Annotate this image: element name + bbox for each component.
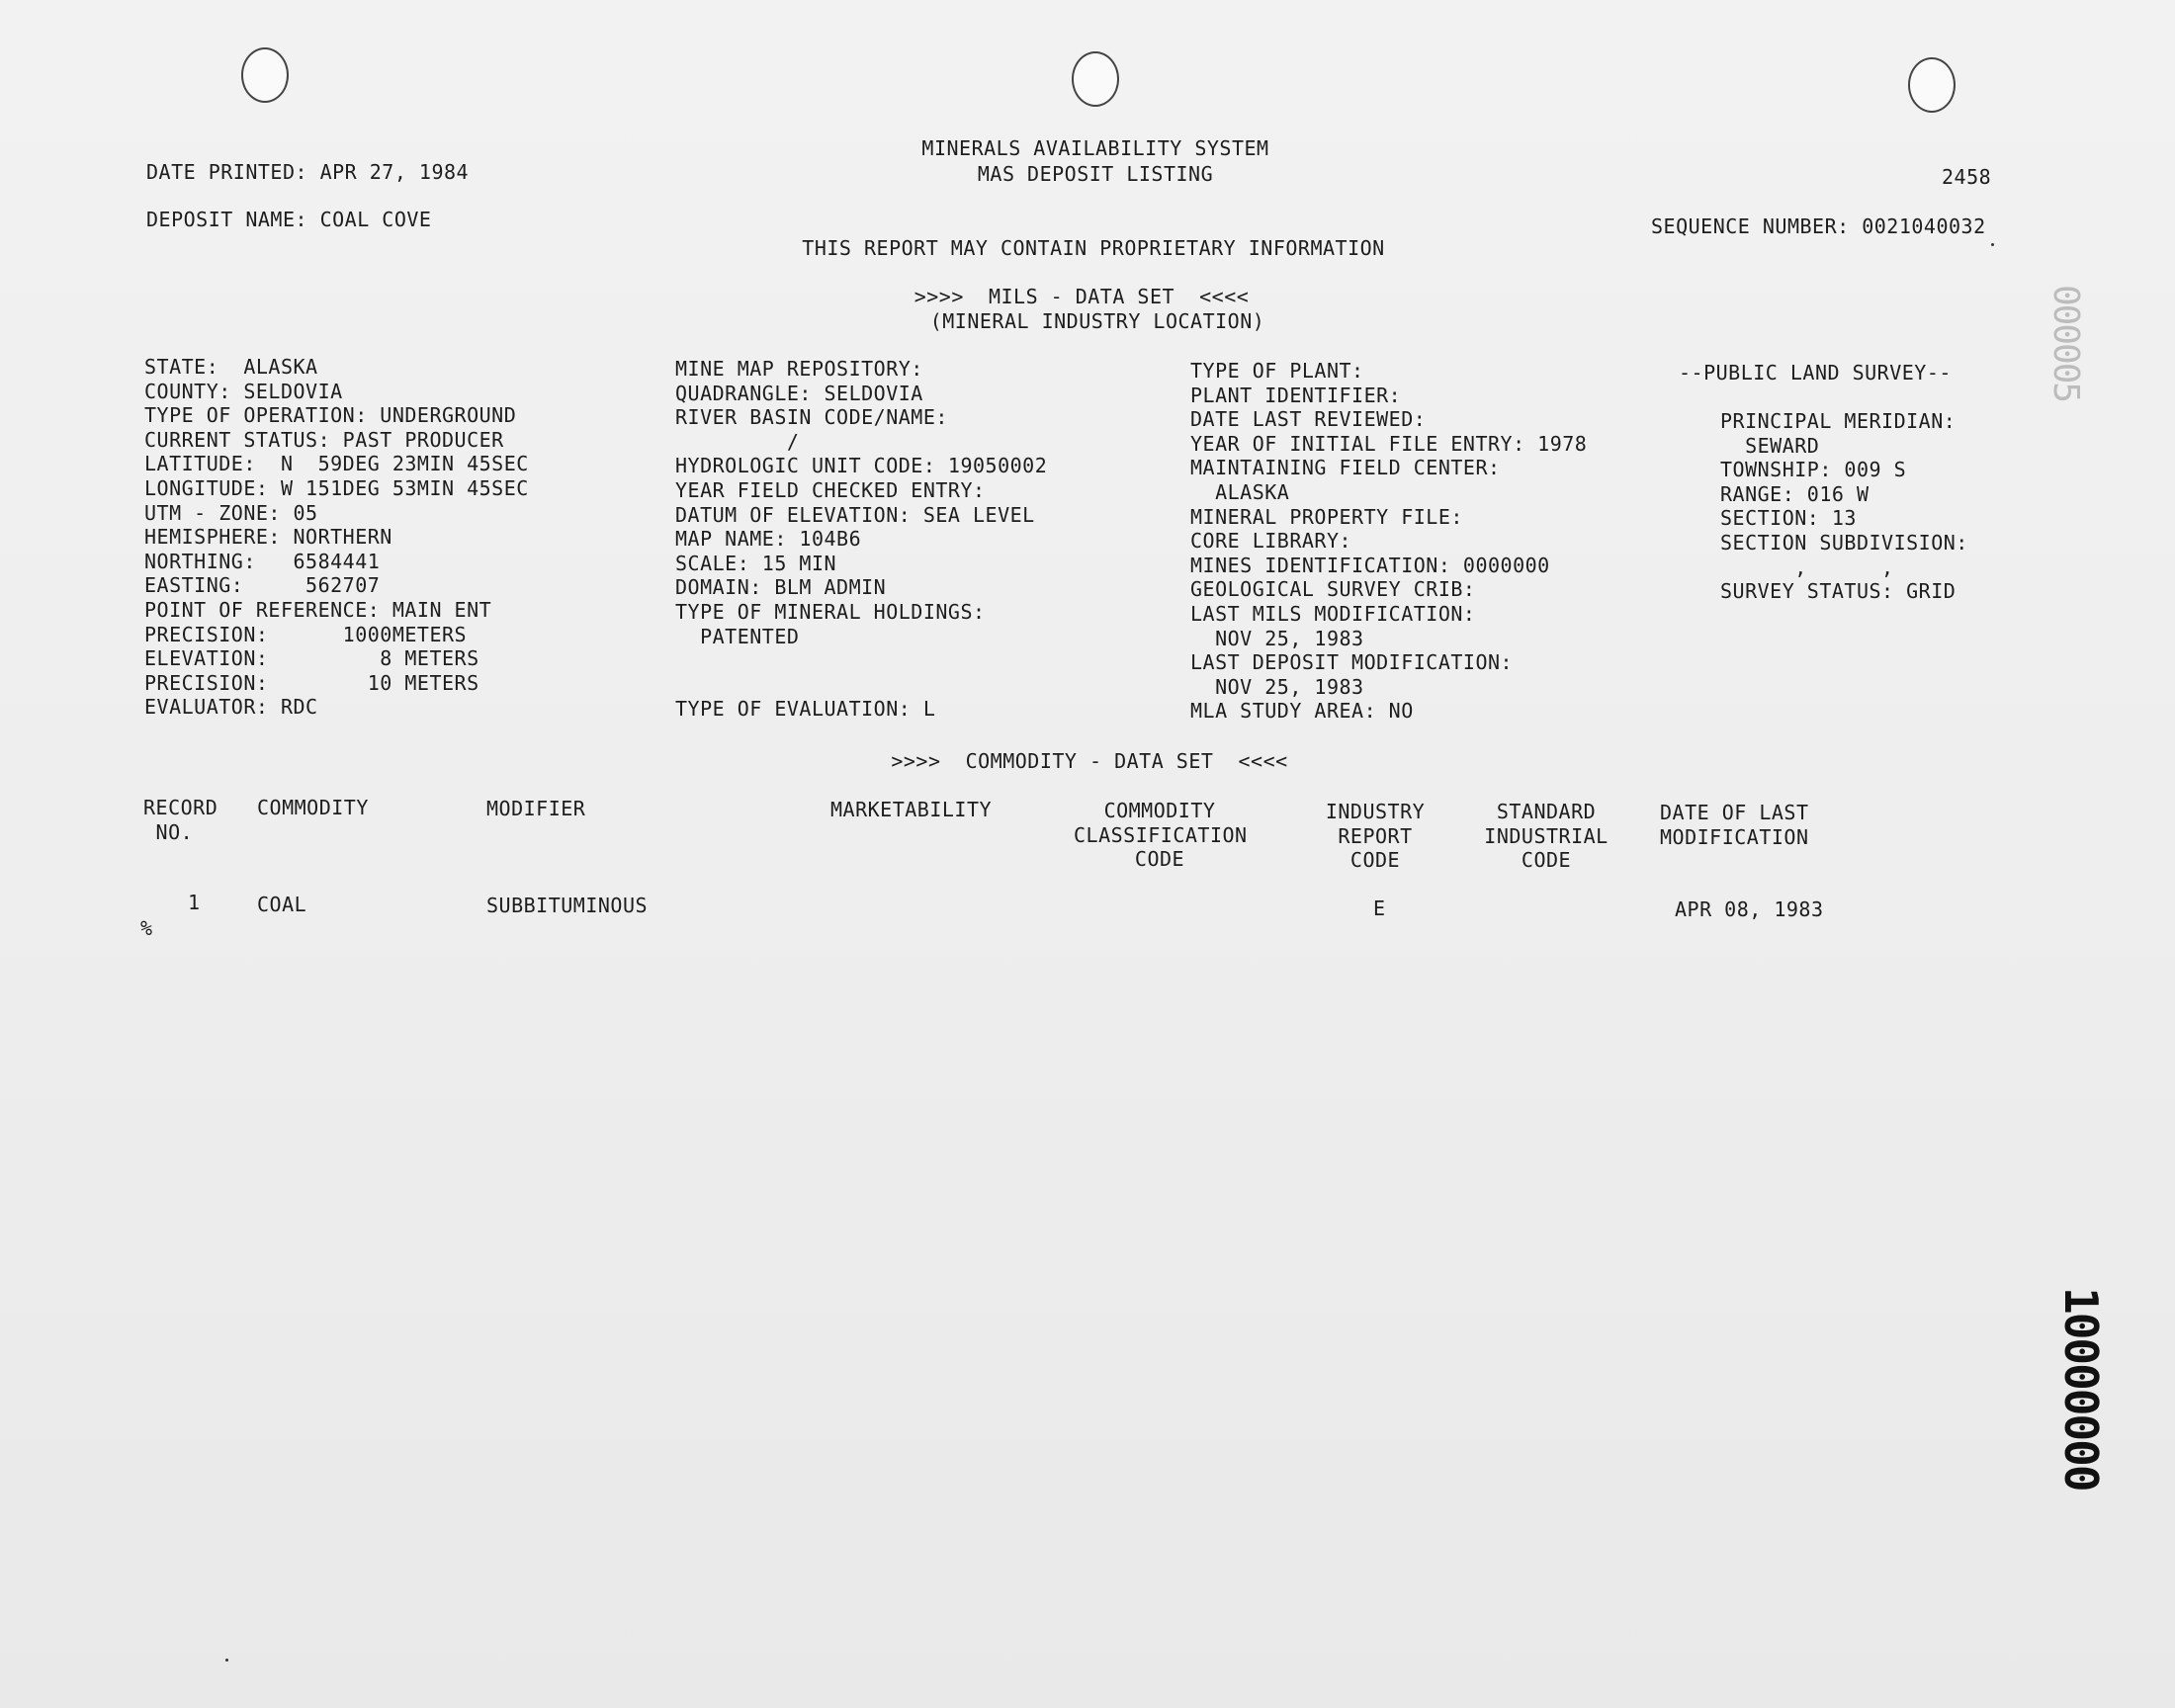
field-line: PRINCIPAL MERIDIAN:	[1720, 409, 1957, 433]
field-line: CURRENT STATUS: PAST PRODUCER	[144, 427, 504, 452]
public-land-survey-title: --PUBLIC LAND SURVEY--	[1679, 361, 1952, 384]
field-line: DATUM OF ELEVATION: SEA LEVEL	[675, 502, 1035, 527]
field-line: MINERAL PROPERTY FILE:	[1190, 504, 1463, 529]
field-line: SECTION SUBDIVISION:	[1720, 530, 1968, 555]
date-printed: DATE PRINTED: APR 27, 1984	[146, 160, 470, 184]
field-line: /	[675, 429, 800, 454]
field-line: LONGITUDE: W 151DEG 53MIN 45SEC	[144, 475, 529, 500]
row-modifier: SUBBITUMINOUS	[486, 894, 649, 917]
field-line: LAST DEPOSIT MODIFICATION:	[1190, 650, 1514, 675]
stamp-number-bottom: 10000000	[2054, 1287, 2108, 1491]
field-line: NOV 25, 1983	[1190, 626, 1364, 650]
field-line: NOV 25, 1983	[1190, 674, 1364, 699]
sequence-number: SEQUENCE NUMBER: 0021040032	[1651, 214, 1986, 238]
paper-speck	[225, 1659, 228, 1662]
field-line: GEOLOGICAL SURVEY CRIB:	[1190, 577, 1476, 602]
field-line: STATE: ALASKA	[144, 355, 318, 379]
field-line: COUNTY: SELDOVIA	[144, 379, 343, 403]
paper-speck	[1991, 243, 1994, 246]
field-line: TYPE OF OPERATION: UNDERGROUND	[144, 403, 517, 428]
field-line: PRECISION: 1000METERS	[144, 622, 468, 646]
mils-column-plant	[1190, 359, 1587, 724]
mils-column-hydrology	[675, 357, 1047, 722]
mils-section-title: >>>> MILS - DATA SET <<<<	[914, 285, 1250, 308]
row-date-modified: APR 08, 1983	[1675, 897, 1824, 921]
row-commodity: COAL	[257, 893, 307, 916]
field-line: DATE LAST REVIEWED:	[1190, 407, 1427, 432]
row-record-no: 1	[188, 891, 201, 914]
field-line: EVALUATOR: RDC	[144, 695, 318, 720]
field-line: ALASKA	[1190, 479, 1290, 504]
field-line: MINE MAP REPOSITORY:	[675, 357, 923, 381]
field-line: LATITUDE: N 59DEG 23MIN 45SEC	[144, 452, 529, 476]
commodity-section-title: >>>> COMMODITY - DATA SET <<<<	[891, 749, 1288, 773]
field-line: SURVEY STATUS: GRID	[1720, 579, 1957, 604]
field-line: LAST MILS MODIFICATION:	[1190, 601, 1476, 626]
row-industry-code: E	[1373, 897, 1386, 920]
field-line: SCALE: 15 MIN	[675, 551, 837, 575]
field-line: MINES IDENTIFICATION: 0000000	[1190, 553, 1550, 577]
field-line: EASTING: 562707	[144, 573, 381, 598]
col-header-marketability: MARKETABILITY	[830, 798, 993, 821]
mils-column-land-survey	[1720, 409, 1968, 604]
field-line: , ,	[1720, 555, 1894, 579]
col-header-record: RECORD NO.	[143, 796, 218, 844]
field-line: TYPE OF MINERAL HOLDINGS:	[675, 599, 986, 624]
field-line: YEAR FIELD CHECKED ENTRY:	[675, 477, 986, 502]
field-line: PATENTED	[675, 624, 800, 648]
field-line: YEAR OF INITIAL FILE ENTRY: 1978	[1190, 431, 1588, 456]
col-header-modifier: MODIFIER	[486, 797, 586, 820]
system-title: MINERALS AVAILABILITY SYSTEM	[921, 136, 1269, 160]
field-line: UTM - ZONE: 05	[144, 500, 318, 525]
field-line: POINT OF REFERENCE: MAIN ENT	[144, 597, 492, 622]
punch-hole-center	[1072, 51, 1119, 107]
field-line: CORE LIBRARY:	[1190, 529, 1352, 554]
page-number: 2458	[1942, 165, 1992, 189]
field-line: TYPE OF EVALUATION: L	[675, 697, 936, 722]
field-line: SEWARD	[1720, 433, 1820, 458]
mils-column-location	[144, 355, 529, 720]
field-line: TYPE OF PLANT:	[1190, 359, 1364, 383]
field-line	[675, 673, 1047, 698]
field-line: PRECISION: 10 METERS	[144, 670, 479, 695]
col-header-date: DATE OF LAST MODIFICATION	[1660, 801, 1809, 849]
field-line: ELEVATION: 8 METERS	[144, 646, 479, 671]
punch-hole-left	[241, 47, 289, 103]
punch-hole-right	[1908, 57, 1956, 113]
listing-title: MAS DEPOSIT LISTING	[977, 162, 1214, 186]
field-line: MAP NAME: 104B6	[675, 527, 862, 552]
field-line: QUADRANGLE: SELDOVIA	[675, 381, 923, 405]
field-line: TOWNSHIP: 009 S	[1720, 458, 1907, 482]
mils-section-subtitle: (MINERAL INDUSTRY LOCATION)	[929, 309, 1265, 333]
col-header-standard: STANDARD INDUSTRIAL CODE	[1484, 800, 1609, 873]
row-footnote-symbol: %	[140, 916, 153, 940]
field-line	[675, 648, 1047, 673]
field-line: PLANT IDENTIFIER:	[1190, 383, 1402, 407]
field-line: RANGE: 016 W	[1720, 481, 1870, 506]
field-line: DOMAIN: BLM ADMIN	[675, 575, 887, 600]
field-line: MAINTAINING FIELD CENTER:	[1190, 456, 1501, 480]
field-line: NORTHING: 6584441	[144, 549, 381, 573]
deposit-name: DEPOSIT NAME: COAL COVE	[146, 208, 432, 231]
proprietary-notice: THIS REPORT MAY CONTAIN PROPRIETARY INFORMATION	[802, 236, 1385, 260]
field-line: HEMISPHERE: NORTHERN	[144, 525, 392, 550]
field-line: RIVER BASIN CODE/NAME:	[675, 405, 948, 430]
col-header-classification: COMMODITY CLASSIFICATION CODE	[1074, 799, 1248, 872]
field-line: SECTION: 13	[1720, 506, 1857, 531]
col-header-industry: INDUSTRY REPORT CODE	[1325, 800, 1426, 873]
field-line: MLA STUDY AREA: NO	[1190, 699, 1414, 724]
stamp-number-top: 000005	[2045, 285, 2086, 402]
field-line: HYDROLOGIC UNIT CODE: 19050002	[675, 454, 1048, 478]
col-header-commodity: COMMODITY	[257, 796, 369, 819]
